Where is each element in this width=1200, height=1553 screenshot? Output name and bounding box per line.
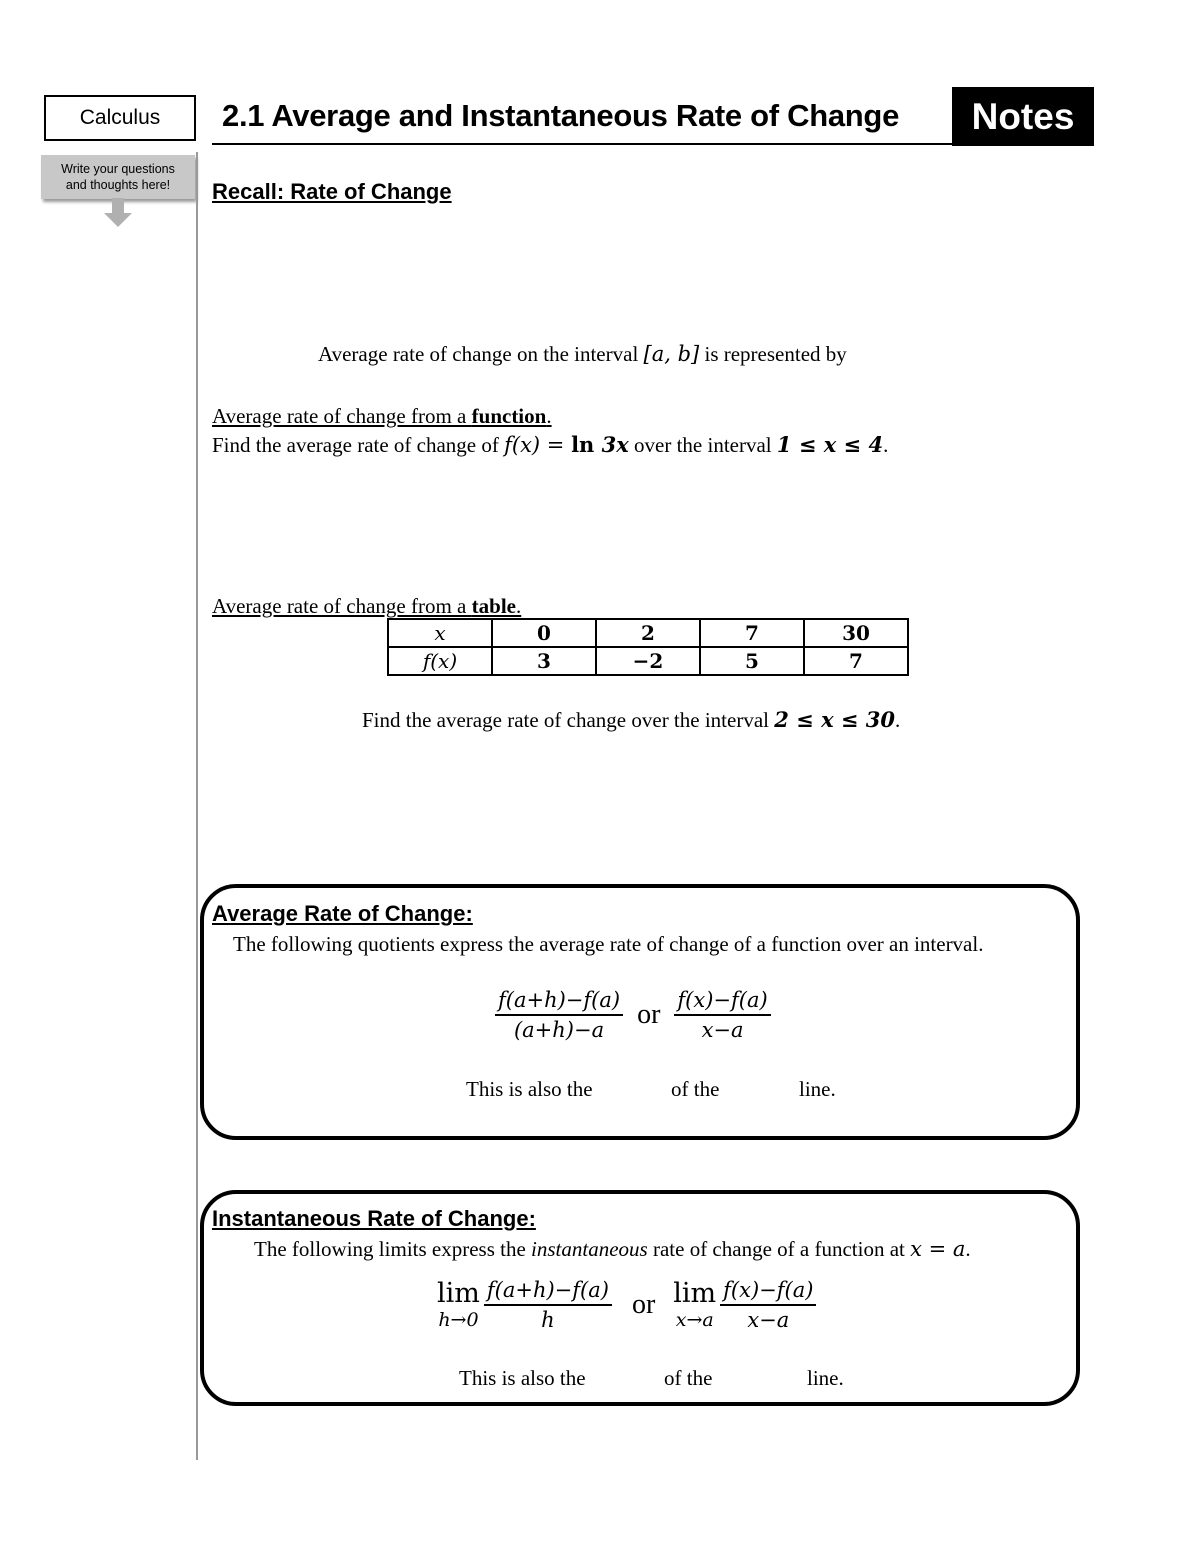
inst-formulas: [437, 1278, 816, 1332]
avg-rate-text-post: is represented by: [699, 342, 847, 366]
table-cell: 5: [700, 647, 804, 675]
function-ln: ln: [571, 432, 595, 457]
avg-box-heading: Average Rate of Change:: [212, 901, 473, 926]
margin-divider: [196, 152, 198, 1460]
lim-1-sub: h→0: [438, 1309, 479, 1331]
row-header-fx: f(x): [388, 647, 492, 675]
inst-fraction-2-den: x−a: [747, 1308, 790, 1332]
avg-fraction-2-den: x−a: [701, 1018, 744, 1042]
table-heading-end: .: [515, 594, 522, 618]
table-row: [388, 647, 908, 675]
lim-1-word: lim: [437, 1278, 480, 1309]
table-cell: 3: [492, 647, 596, 675]
value-table: [387, 618, 909, 676]
avg-rate-statement: [318, 342, 847, 367]
table-row: [388, 619, 908, 647]
margin-prompt-line2: and thoughts here!: [65, 178, 171, 192]
lim-1: [437, 1279, 480, 1331]
avg-fraction-1: [495, 988, 623, 1042]
inst-fraction-1-num: f(a+h)−f(a): [484, 1278, 612, 1306]
row-header-x: x: [388, 619, 492, 647]
avg-box-description: The following quotients express the average rate of change of a function over an interval.: [233, 932, 984, 956]
page-title: 2.1 Average and Instantaneous Rate of Change: [222, 98, 900, 133]
function-lhs: f(x) =: [504, 433, 572, 457]
inst-fill-part3: line.: [807, 1366, 844, 1390]
recall-heading: Recall: Rate of Change: [212, 179, 452, 204]
inst-desc-mid: rate of change of a function at: [647, 1237, 911, 1261]
inst-fraction-2-num: f(x)−f(a): [720, 1278, 816, 1306]
avg-fill-part3: line.: [799, 1077, 836, 1101]
table-cell: 7: [804, 647, 908, 675]
title-underline: [212, 143, 952, 145]
table-prompt: [362, 707, 900, 733]
avg-fill-part1: This is also the: [466, 1077, 593, 1101]
function-heading: [212, 404, 552, 429]
avg-fraction-1-den: (a+h)−a: [513, 1018, 605, 1042]
inst-fraction-2: [720, 1278, 816, 1332]
inst-fraction-1-den: h: [541, 1308, 555, 1332]
down-arrow-icon: [104, 198, 132, 228]
table-prompt-pre: Find the average rate of change over the interval: [362, 708, 775, 732]
table-cell: 0: [492, 619, 596, 647]
inst-desc-italic: instantaneous: [531, 1237, 648, 1261]
table-cell: −2: [596, 647, 700, 675]
inst-desc-pre: The following limits express the: [254, 1237, 532, 1261]
inst-or: or: [631, 1289, 656, 1320]
function-prompt-mid: over the interval: [628, 433, 777, 457]
function-interval: 1 ≤ x ≤ 4: [776, 432, 884, 457]
avg-fraction-1-num: f(a+h)−f(a): [495, 988, 623, 1016]
avg-formulas: [495, 988, 771, 1042]
inst-fraction-1: [484, 1278, 612, 1332]
lim-2-sub: x→a: [675, 1309, 714, 1331]
table-heading-pre: Average rate of change from a: [212, 594, 472, 618]
lim-2: [673, 1279, 716, 1331]
inst-desc-math: x = a: [910, 1237, 966, 1261]
function-prompt: [212, 432, 888, 458]
interval-ab: [a, b]: [643, 342, 700, 366]
inst-box-heading: Instantaneous Rate of Change:: [212, 1206, 536, 1231]
table-cell: 30: [804, 619, 908, 647]
margin-prompt-line1: Write your questions: [61, 162, 175, 176]
avg-fraction-2-num: f(x)−f(a): [674, 988, 770, 1016]
function-prompt-pre: Find the average rate of change of: [212, 433, 505, 457]
inst-fill-part2: of the: [664, 1366, 713, 1390]
function-arg: 3x: [594, 432, 629, 457]
function-heading-pre: Average rate of change from a: [212, 404, 472, 428]
table-heading-bold: table: [471, 594, 516, 618]
table-cell: 7: [700, 619, 804, 647]
function-prompt-end: .: [883, 433, 889, 457]
table-interval: 2 ≤ x ≤ 30: [774, 707, 896, 732]
avg-rate-text-pre: Average rate of change on the interval: [318, 342, 644, 366]
course-label: Calculus: [44, 95, 196, 141]
table-heading: [212, 594, 521, 619]
inst-box-description: [254, 1237, 971, 1262]
avg-fill-part2: of the: [671, 1077, 720, 1101]
avg-or: or: [637, 999, 661, 1030]
lim-2-word: lim: [673, 1278, 717, 1309]
inst-fill-part1: This is also the: [459, 1366, 586, 1390]
inst-desc-end: .: [965, 1237, 971, 1261]
notes-badge: Notes: [952, 87, 1094, 146]
function-heading-bold: function: [471, 404, 547, 428]
margin-prompt-callout: [41, 155, 195, 199]
avg-fraction-2: [674, 988, 770, 1042]
table-prompt-end: .: [895, 708, 901, 732]
function-heading-end: .: [546, 404, 552, 428]
table-cell: 2: [596, 619, 700, 647]
